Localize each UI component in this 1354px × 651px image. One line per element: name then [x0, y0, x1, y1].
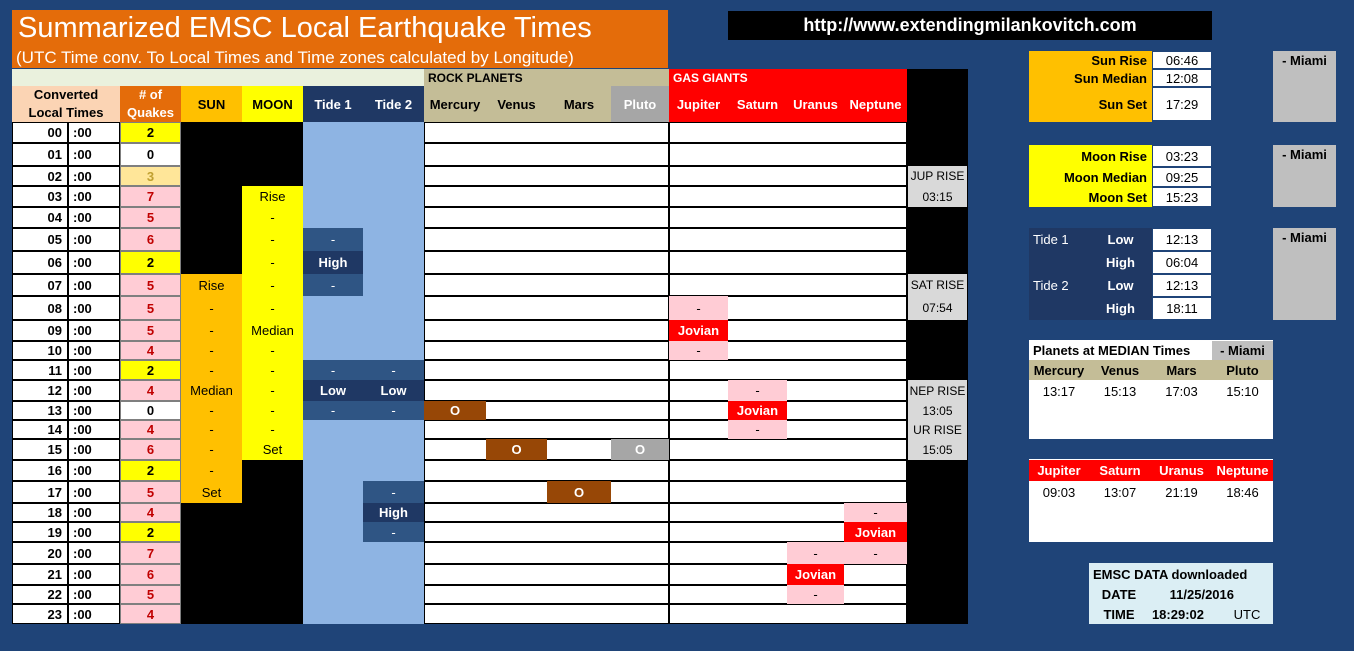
column-header-tide-1: Tide 1: [303, 86, 363, 122]
row-minutes: :00: [68, 503, 120, 522]
gas-row-line: [669, 481, 907, 503]
moon-cell: -: [242, 420, 303, 439]
quake-count: 6: [120, 439, 181, 460]
gas-median-name: Jupiter: [1037, 463, 1081, 478]
moon-info-label: Moon Rise: [1081, 148, 1147, 164]
rock-median-time: 15:10: [1226, 383, 1259, 399]
row-minutes: :00: [68, 207, 120, 228]
row-minutes: :00: [68, 296, 120, 320]
sun-cell: Set: [181, 481, 242, 503]
planet-mark: -: [787, 542, 844, 564]
sun-cell: -: [181, 360, 242, 380]
row-hour: 01: [12, 143, 68, 166]
column-header-venus: Venus: [486, 86, 547, 122]
row-minutes: :00: [68, 564, 120, 585]
column-header-uranus: Uranus: [787, 86, 844, 122]
emsc-timezone: UTC: [1233, 606, 1261, 622]
planet-mark: O: [611, 439, 669, 460]
sun-cell: Rise: [181, 274, 242, 296]
tide2-cell: Low: [363, 380, 424, 401]
rock-row-line: [424, 542, 669, 564]
quake-count: 5: [120, 481, 181, 503]
tide1-cell: -: [303, 228, 363, 251]
tide1-cell: Low: [303, 380, 363, 401]
row-hour: 17: [12, 481, 68, 503]
quake-count: 4: [120, 503, 181, 522]
rock-row-line: [424, 564, 669, 585]
rock-row-line: [424, 228, 669, 251]
moon-cell: -: [242, 251, 303, 274]
column-header-jupiter: Jupiter: [669, 86, 728, 122]
gas-median-time: 09:03: [1042, 484, 1076, 500]
sun-cell: -: [181, 439, 242, 460]
quake-count: 6: [120, 564, 181, 585]
title-box: [12, 10, 668, 68]
row-minutes: :00: [68, 604, 120, 624]
row-hour: 10: [12, 341, 68, 360]
moon-info-value: 03:23: [1152, 145, 1212, 167]
sun-cell: Median: [181, 380, 242, 401]
rock-median-name: Mercury: [1033, 362, 1085, 378]
tide2-cell: -: [363, 360, 424, 380]
rock-row-line: [424, 186, 669, 207]
tide-info-value: 12:13: [1152, 274, 1212, 297]
row-minutes: :00: [68, 439, 120, 460]
moon-cell: -: [242, 207, 303, 228]
gas-row-line: [669, 251, 907, 274]
row-minutes: :00: [68, 585, 120, 604]
moon-cell: Rise: [242, 186, 303, 207]
sun-cell: -: [181, 420, 242, 439]
converted-local-times-header: Converted Local Times: [12, 86, 120, 122]
row-hour: 08: [12, 296, 68, 320]
planet-mark: Jovian: [787, 564, 844, 585]
moon-info-label: Moon Set: [1088, 189, 1147, 205]
rock-row-line: [424, 503, 669, 522]
tide-info-name: Tide 2: [1033, 278, 1069, 293]
row-hour: 19: [12, 522, 68, 542]
moon-cell: Set: [242, 439, 303, 460]
row-minutes: :00: [68, 481, 120, 503]
rock-median-name: Venus: [1100, 362, 1140, 378]
tide2-cell: -: [363, 522, 424, 542]
sun-cell: -: [181, 341, 242, 360]
row-minutes: :00: [68, 420, 120, 439]
tide-info-value: 18:11: [1152, 297, 1212, 320]
moon-info-value: 09:25: [1152, 167, 1212, 187]
website-url-link[interactable]: http://www.extendingmilankovitch.com: [728, 11, 1212, 40]
moon-cell: -: [242, 380, 303, 401]
rock-median-name: Pluto: [1226, 362, 1259, 378]
row-hour: 13: [12, 401, 68, 420]
planet-rise-label: SAT RISE: [908, 274, 967, 296]
quake-count: 5: [120, 274, 181, 296]
row-minutes: :00: [68, 320, 120, 341]
tide2-cell: High: [363, 503, 424, 522]
planet-rise-label: NEP RISE: [908, 380, 967, 401]
rock-row-line: [424, 460, 669, 481]
gas-row-line: [669, 401, 907, 420]
quake-count: 7: [120, 186, 181, 207]
row-minutes: :00: [68, 186, 120, 207]
rock-row-line: [424, 274, 669, 296]
rise-column-header: [907, 69, 968, 122]
moon-cell: -: [242, 360, 303, 380]
row-hour: 04: [12, 207, 68, 228]
moon-cell: -: [242, 228, 303, 251]
gas-row-line: [669, 420, 907, 439]
tide-info-type: High: [1106, 301, 1135, 316]
quake-count: 2: [120, 360, 181, 380]
row-minutes: :00: [68, 380, 120, 401]
sun-cell: -: [181, 296, 242, 320]
tide1-cell: -: [303, 360, 363, 380]
moon-info-value: 15:23: [1152, 187, 1212, 207]
gas-row-line: [669, 228, 907, 251]
gas-row-line: [669, 166, 907, 186]
gas-row-line: [669, 122, 907, 143]
row-minutes: :00: [68, 360, 120, 380]
rock-median-time: 17:03: [1165, 383, 1198, 399]
rock-row-line: [424, 207, 669, 228]
quake-count: 4: [120, 380, 181, 401]
quake-count: 6: [120, 228, 181, 251]
quake-count: 4: [120, 420, 181, 439]
emsc-box-title: EMSC DATA downloaded: [1093, 566, 1248, 582]
planet-mark: -: [669, 296, 728, 320]
rock-median-time: 15:13: [1103, 383, 1137, 399]
planet-rise-label: UR RISE: [908, 420, 967, 439]
planet-mark: O: [547, 481, 611, 503]
emsc-time-label: TIME: [1103, 606, 1135, 622]
quake-count: 7: [120, 542, 181, 564]
tide1-cell: High: [303, 251, 363, 274]
sun-location-label: - Miami: [1273, 51, 1336, 122]
moon-location-label: - Miami: [1273, 145, 1336, 207]
row-hour: 12: [12, 380, 68, 401]
row-hour: 23: [12, 604, 68, 624]
quakes-count-header: # of Quakes: [120, 86, 181, 122]
moon-cell: Median: [242, 320, 303, 341]
sun-cell: -: [181, 460, 242, 481]
column-header-mars: Mars: [547, 86, 611, 122]
row-minutes: :00: [68, 143, 120, 166]
gas-giants-header: GAS GIANTS: [669, 69, 907, 86]
row-hour: 20: [12, 542, 68, 564]
row-minutes: :00: [68, 542, 120, 564]
gas-median-time: 21:19: [1165, 484, 1198, 500]
sun-cell: -: [181, 320, 242, 341]
row-minutes: :00: [68, 274, 120, 296]
moon-info-label: Moon Median: [1063, 169, 1147, 185]
tide-info-type: High: [1106, 255, 1135, 270]
gas-row-line: [669, 604, 907, 624]
row-minutes: :00: [68, 166, 120, 186]
quake-count: 2: [120, 251, 181, 274]
tide-info-value: 06:04: [1152, 251, 1212, 274]
gas-row-line: [669, 360, 907, 380]
planet-mark: -: [844, 503, 907, 522]
row-minutes: :00: [68, 460, 120, 481]
gas-row-line: [669, 274, 907, 296]
gas-median-name: Uranus: [1159, 463, 1204, 478]
emsc-date-value: 11/25/2016: [1169, 586, 1234, 602]
planet-mark: Jovian: [728, 401, 787, 420]
gas-row-line: [669, 460, 907, 481]
rock-row-line: [424, 122, 669, 143]
quake-count: 5: [120, 585, 181, 604]
tide-info-type: Low: [1107, 278, 1134, 293]
sun-info-value: 12:08: [1152, 69, 1212, 87]
planet-mark: -: [728, 380, 787, 401]
row-hour: 09: [12, 320, 68, 341]
sun-cell: -: [181, 401, 242, 420]
quake-count: 3: [120, 166, 181, 186]
emsc-date-label: DATE: [1101, 586, 1137, 602]
planet-rise-label: 15:05: [908, 439, 967, 460]
tide1-cell: -: [303, 274, 363, 296]
row-hour: 06: [12, 251, 68, 274]
planet-rise-label: 03:15: [908, 186, 967, 207]
tide2-cell: -: [363, 481, 424, 503]
moon-cell: -: [242, 401, 303, 420]
row-minutes: :00: [68, 522, 120, 542]
quake-count: 2: [120, 522, 181, 542]
row-hour: 21: [12, 564, 68, 585]
column-header-sun: SUN: [181, 86, 242, 122]
header-strip: [12, 69, 424, 86]
column-header-moon: MOON: [242, 86, 303, 122]
planet-mark: -: [844, 542, 907, 564]
sun-info-value: 06:46: [1152, 51, 1212, 69]
gas-median-time: 13:07: [1103, 484, 1137, 500]
quake-count: 4: [120, 604, 181, 624]
row-minutes: :00: [68, 228, 120, 251]
row-hour: 22: [12, 585, 68, 604]
row-hour: 14: [12, 420, 68, 439]
row-hour: 05: [12, 228, 68, 251]
gas-row-line: [669, 207, 907, 228]
rock-row-line: [424, 420, 669, 439]
planet-rise-label: JUP RISE: [908, 166, 967, 186]
gas-median-time: 18:46: [1226, 484, 1259, 500]
planet-mark: -: [787, 585, 844, 604]
column-header-mercury: Mercury: [424, 86, 486, 122]
quake-count: 5: [120, 207, 181, 228]
row-hour: 07: [12, 274, 68, 296]
rock-row-line: [424, 320, 669, 341]
rock-row-line: [424, 143, 669, 166]
moon-cell: -: [242, 296, 303, 320]
planet-mark: Jovian: [669, 320, 728, 341]
rock-row-line: [424, 604, 669, 624]
rock-row-line: [424, 585, 669, 604]
rock-row-line: [424, 380, 669, 401]
rock-row-line: [424, 251, 669, 274]
rock-planets-header: ROCK PLANETS: [424, 69, 669, 86]
rock-median-time: 13:17: [1042, 383, 1076, 399]
gas-median-name: Neptune: [1216, 463, 1269, 478]
row-hour: 18: [12, 503, 68, 522]
quake-count: 4: [120, 341, 181, 360]
page-subtitle: (UTC Time conv. To Local Times and Time zones calculated by Longitude): [16, 48, 574, 67]
sun-info-value: 17:29: [1152, 87, 1212, 121]
tide2-cell: -: [363, 401, 424, 420]
planet-mark: Jovian: [844, 522, 907, 542]
rock-row-line: [424, 360, 669, 380]
row-minutes: :00: [68, 401, 120, 420]
planet-mark: -: [728, 420, 787, 439]
quake-count: 5: [120, 296, 181, 320]
quake-count: 2: [120, 460, 181, 481]
row-minutes: :00: [68, 251, 120, 274]
column-header-neptune: Neptune: [844, 86, 907, 122]
quake-count: 0: [120, 401, 181, 420]
planet-rise-label: 13:05: [908, 401, 967, 420]
tide-info-name: Tide 1: [1033, 232, 1069, 247]
rock-row-line: [424, 341, 669, 360]
rock-row-line: [424, 296, 669, 320]
row-minutes: :00: [68, 341, 120, 360]
column-header-pluto: Pluto: [611, 86, 669, 122]
rock-row-line: [424, 166, 669, 186]
quake-count: 2: [120, 122, 181, 143]
sun-info-label: Sun Median: [1074, 70, 1147, 86]
rock-row-line: [424, 522, 669, 542]
moon-cell: -: [242, 274, 303, 296]
row-hour: 11: [12, 360, 68, 380]
gas-median-name: Saturn: [1099, 463, 1141, 478]
quake-count: 0: [120, 143, 181, 166]
sun-info-label: Sun Set: [1098, 96, 1147, 112]
row-hour: 02: [12, 166, 68, 186]
emsc-time-value: 18:29:02: [1151, 606, 1204, 622]
planet-mark: O: [424, 401, 486, 420]
tide-info-value: 12:13: [1152, 228, 1212, 251]
gas-row-line: [669, 380, 907, 401]
planet-rise-label: 07:54: [908, 296, 967, 320]
row-hour: 00: [12, 122, 68, 143]
tide-location-label: - Miami: [1273, 228, 1336, 320]
gas-row-line: [669, 143, 907, 166]
gas-row-line: [669, 186, 907, 207]
page-title: Summarized EMSC Local Earthquake Times: [18, 12, 592, 44]
planet-mark: -: [669, 341, 728, 360]
column-header-tide-2: Tide 2: [363, 86, 424, 122]
tide1-cell: -: [303, 401, 363, 420]
row-minutes: :00: [68, 122, 120, 143]
moon-cell: -: [242, 341, 303, 360]
median-location-label: - Miami: [1212, 341, 1273, 360]
row-hour: 03: [12, 186, 68, 207]
rock-median-name: Mars: [1166, 362, 1197, 378]
tide-info-type: Low: [1107, 232, 1134, 247]
row-hour: 15: [12, 439, 68, 460]
gas-row-line: [669, 439, 907, 460]
quake-count: 5: [120, 320, 181, 341]
planet-mark: O: [486, 439, 547, 460]
row-hour: 16: [12, 460, 68, 481]
column-header-saturn: Saturn: [728, 86, 787, 122]
median-box-title: Planets at MEDIAN Times: [1033, 343, 1191, 358]
sun-info-label: Sun Rise: [1091, 52, 1147, 68]
